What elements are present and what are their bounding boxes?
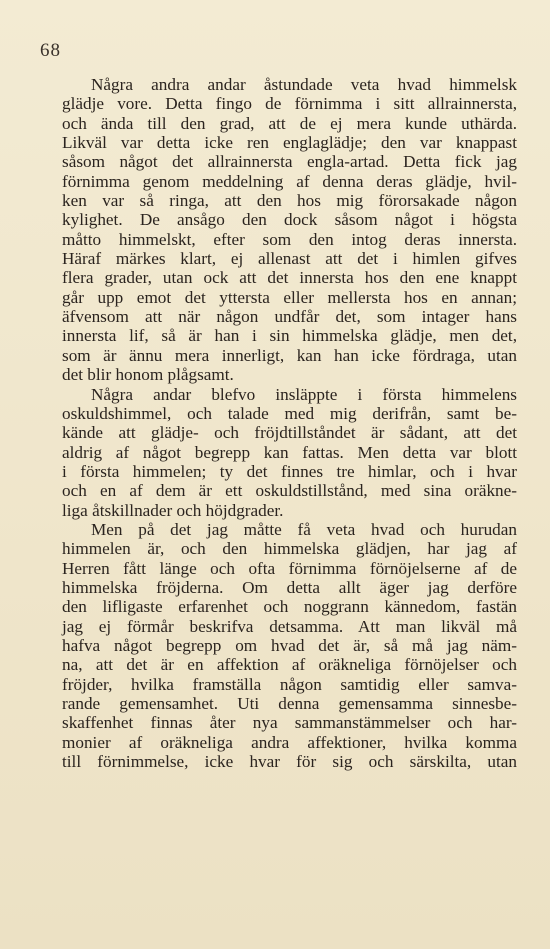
text-line: som är ännu mera innerligt, kan han icke fördraga, utan — [62, 345, 517, 365]
text-line: glädje vore. Detta fingo de förnimma i sitt allrainnersta, — [62, 94, 517, 114]
text-line: den lifligaste erfarenhet och noggrann kännedom, fastän — [62, 597, 517, 617]
text-line: liga åtskillnader och höjdgrader. — [62, 500, 284, 520]
text-line: rande gemensamhet. Uti denna gemensamma sinnesbe- — [62, 694, 517, 713]
text-line: Några andar blefvo insläppte i första himmelens — [91, 384, 517, 404]
text-line: såsom något det allrainnersta engla-artad. Detta fick jag — [62, 152, 517, 172]
page-number: 68 — [40, 40, 61, 61]
text-line: innersta lif, så är han i sin himmelska glädje, men det, — [62, 326, 517, 346]
text-line: Några andra andar åstundade veta hvad himmelsk — [91, 75, 517, 94]
text-line: skaffenhet finnas åter nya sammanstämmelser och har- — [62, 713, 517, 733]
text-line: Likväl var detta icke ren englaglädje; den var knappast — [62, 133, 517, 153]
text-line: himmelska fröjderna. Om detta allt äger jag derföre — [62, 577, 517, 597]
text-line: Men på det jag måtte få veta hvad och hurudan — [91, 519, 517, 539]
text-line: ken var så ringa, att den hos mig förorsakade någon — [62, 191, 517, 211]
text-line: går upp emot det yttersta eller mellersta hos en annan; — [62, 287, 517, 307]
text-line: oskuldshimmel, och talade med mig derifrån, samt be- — [62, 403, 517, 423]
text-line: aldrig af något begrepp kan fattas. Men detta var blott — [62, 442, 517, 462]
text-line: jag ej förmår beskrifva detsamma. Att man likväl må — [62, 616, 517, 636]
text-line: äfvensom att när någon undfår det, som intager hans — [62, 307, 517, 327]
text-line: Herren fått länge och ofta förnimma förnöjelserne af de — [62, 558, 517, 578]
text-line: hafva något begrepp om hvad det är, så må jag näm- — [62, 635, 517, 655]
text-line: flera grader, utan ock att det innersta hos den ene knappt — [62, 268, 517, 288]
body-text — [62, 75, 517, 771]
text-line: måtto himmelskt, efter som den intog deras innersta. — [62, 229, 517, 249]
text-line: det blir honom plågsamt. — [62, 365, 234, 385]
text-line: till förnimmelse, icke hvar för sig och särskilta, utan — [62, 752, 517, 772]
text-line: na, att det är en affektion af oräkneliga förnöjelser och — [62, 655, 517, 675]
text-line: kylighet. De ansågo den dock såsom något i högsta — [62, 210, 517, 230]
text-line: förnimma genom meddelning af denna deras glädje, hvil- — [62, 171, 517, 191]
text-line: och ända till den grad, att de ej mera kunde uthärda. — [62, 113, 517, 133]
text-line: himmelen är, och den himmelska glädjen, har jag af — [62, 539, 517, 559]
text-line: Häraf märkes klart, ej allenast att det i himlen gifves — [62, 249, 517, 269]
text-line: kände att glädje- och fröjdtillståndet är sådant, att det — [62, 423, 517, 443]
text-line: fröjder, hvilka framställa någon samtidig eller samva- — [62, 674, 517, 694]
text-line: i första himmelen; ty det finnes tre himlar, och i hvar — [62, 461, 517, 481]
text-line: monier af oräkneliga andra affektioner, hvilka komma — [62, 732, 517, 752]
text-line: och en af dem är ett oskuldstillstånd, med sina oräkne- — [62, 481, 517, 501]
